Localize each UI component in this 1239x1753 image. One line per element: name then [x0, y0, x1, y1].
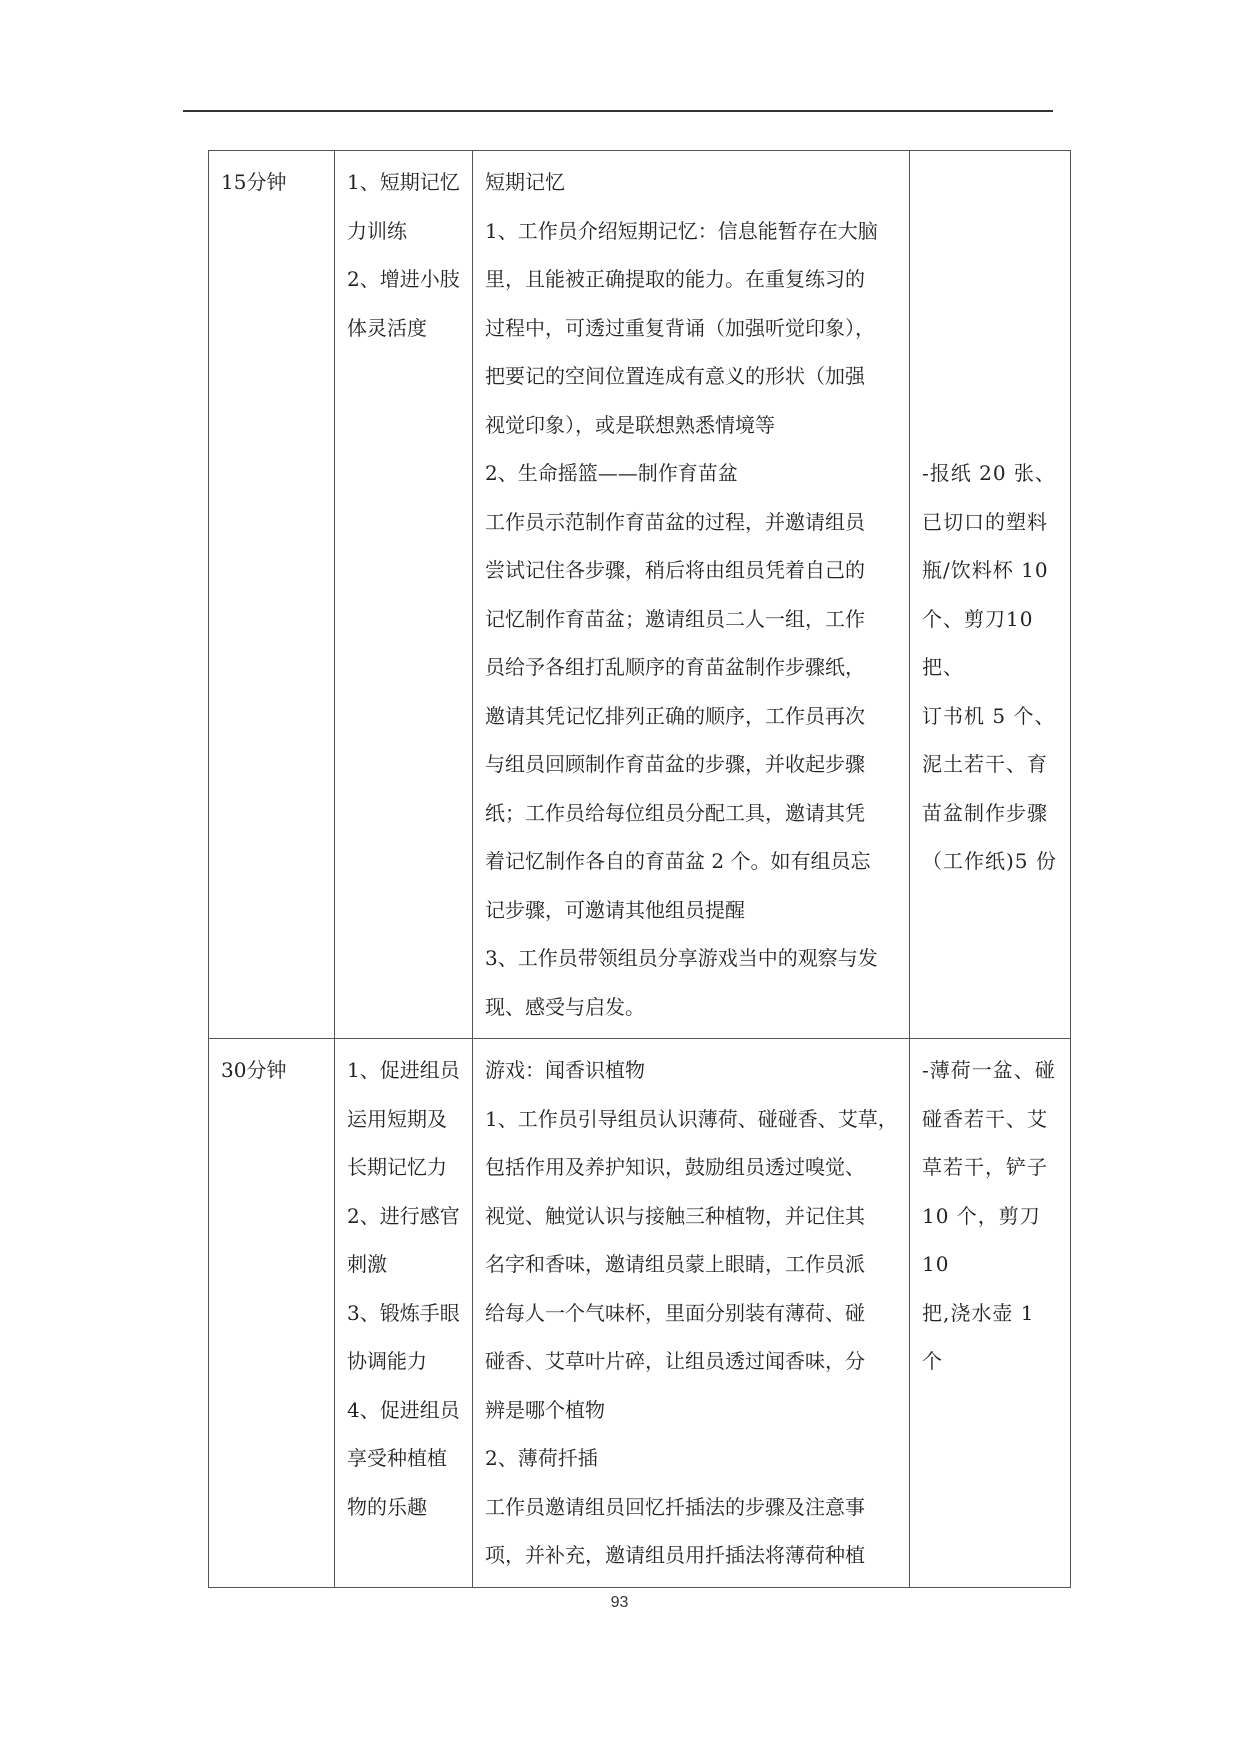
time-cell: [209, 151, 335, 1039]
goal-line: 物的乐趣: [347, 1494, 427, 1519]
content-line: 工作员邀请组员回忆扦插法的步骤及注意事: [485, 1494, 865, 1519]
goal-line: 运用短期及: [347, 1106, 447, 1131]
resource-line: 订书机 5 个、: [922, 703, 1056, 728]
goal-line: 3、锻炼手眼: [347, 1300, 460, 1325]
time-text: 15分钟: [221, 170, 287, 194]
goal-line: 享受种植植: [347, 1446, 447, 1470]
table-row: [209, 1039, 1071, 1588]
content-cell: [473, 1039, 910, 1588]
content-line: 把要记的空间位置连成有意义的形状（加强: [485, 364, 865, 388]
content-line: 过程中，可透过重复背诵（加强听觉印象），: [485, 315, 875, 340]
resource-line: 碰香若干、艾: [922, 1106, 1048, 1131]
content-line: 名字和香味，邀请组员蒙上眼睛，工作员派: [485, 1252, 865, 1276]
goal-line: 2、进行感官: [347, 1203, 460, 1228]
content-line: 视觉、触觉认识与接触三种植物，并记住其: [485, 1203, 865, 1228]
content-line: 短期记忆: [485, 170, 565, 194]
resource-line: -报纸 20 张、: [922, 461, 1056, 485]
content-line: 视觉印象），或是联想熟悉情境等: [485, 412, 775, 437]
content-line: 游戏：闻香识植物: [485, 1058, 645, 1082]
time-cell: [209, 1039, 335, 1588]
goal-line: 力训练: [347, 218, 407, 243]
resource-line: 把,浇水壶 1 个: [922, 1300, 1035, 1373]
content-line: 纸；工作员给每位组员分配工具，邀请其凭: [485, 800, 865, 825]
table-row: [209, 151, 1071, 1039]
goal-line: 1、促进组员: [347, 1058, 460, 1082]
content-line: 记步骤，可邀请其他组员提醒: [485, 897, 745, 922]
content-line: 1、工作员介绍短期记忆：信息能暂存在大脑: [485, 218, 878, 243]
resources-spacer: [922, 158, 1060, 449]
content-line: 里，且能被正确提取的能力。在重复练习的: [485, 267, 865, 291]
content-line: 碰香、艾草叶片碎，让组员透过闻香味，分: [485, 1349, 865, 1373]
resource-line: 草若干，铲子: [922, 1155, 1048, 1179]
content-line: 3、工作员带领组员分享游戏当中的观察与发: [485, 946, 878, 970]
content-line: 记忆制作育苗盆；邀请组员二人一组，工作: [485, 606, 865, 631]
page-number: 93: [610, 1594, 629, 1611]
resource-line: 苗盆制作步骤: [922, 800, 1048, 825]
goal-line: 协调能力: [347, 1349, 427, 1373]
content-line: 给每人一个气味杯，里面分别装有薄荷、碰: [485, 1300, 865, 1325]
content-line: 邀请其凭记忆排列正确的顺序，工作员再次: [485, 703, 865, 728]
content-line: 2、生命摇篮——制作育苗盆: [485, 461, 738, 485]
content-line: 与组员回顾制作育苗盆的步骤，并收起步骤: [485, 752, 865, 776]
goal-line: 体灵活度: [347, 315, 427, 340]
content-line: 尝试记住各步骤，稍后将由组员凭着自己的: [485, 558, 865, 582]
content-line: 现、感受与启发。: [485, 994, 645, 1019]
goals-cell: [335, 1039, 473, 1588]
goal-line: 长期记忆力: [347, 1155, 447, 1179]
header-rule: [183, 110, 1053, 112]
resource-line: 10 个，剪刀 10: [922, 1203, 1041, 1276]
content-line: 1、工作员引导组员认识薄荷、碰碰香、艾草，: [485, 1106, 898, 1131]
resource-line: -薄荷一盆、碰: [922, 1058, 1056, 1082]
resource-line: 瓶/饮料杯 10: [922, 558, 1049, 582]
content-line: 工作员示范制作育苗盆的过程，并邀请组员: [485, 509, 865, 534]
content-line: 项，并补充，邀请组员用扦插法将薄荷种植: [485, 1543, 865, 1567]
content-cell: [473, 151, 910, 1039]
content-line: 包括作用及养护知识，鼓励组员透过嗅觉、: [485, 1155, 865, 1179]
goals-cell: [335, 151, 473, 1039]
resource-line: 泥土若干、育: [922, 752, 1048, 776]
resources-cell: [910, 151, 1071, 1039]
content-line: 辨是哪个植物: [485, 1397, 605, 1422]
goal-line: 2、增进小肢: [347, 267, 460, 291]
content-line: 员给予各组打乱顺序的育苗盆制作步骤纸，: [485, 655, 865, 679]
goal-line: 1、短期记忆: [347, 170, 460, 194]
goal-line: 刺激: [347, 1252, 387, 1276]
time-text: 30分钟: [221, 1058, 287, 1082]
content-line: 着记忆制作各自的育苗盆 2 个。如有组员忘: [485, 849, 871, 873]
resource-line: 已切口的塑料: [922, 509, 1048, 534]
resources-cell: [910, 1039, 1071, 1588]
content-line: 2、薄荷扦插: [485, 1446, 598, 1470]
goal-line: 4、促进组员: [347, 1397, 460, 1422]
resource-line: 个、剪刀10把、: [922, 606, 1034, 679]
resource-line: （工作纸)5 份: [922, 849, 1057, 873]
activity-plan-table: [208, 150, 1071, 1588]
